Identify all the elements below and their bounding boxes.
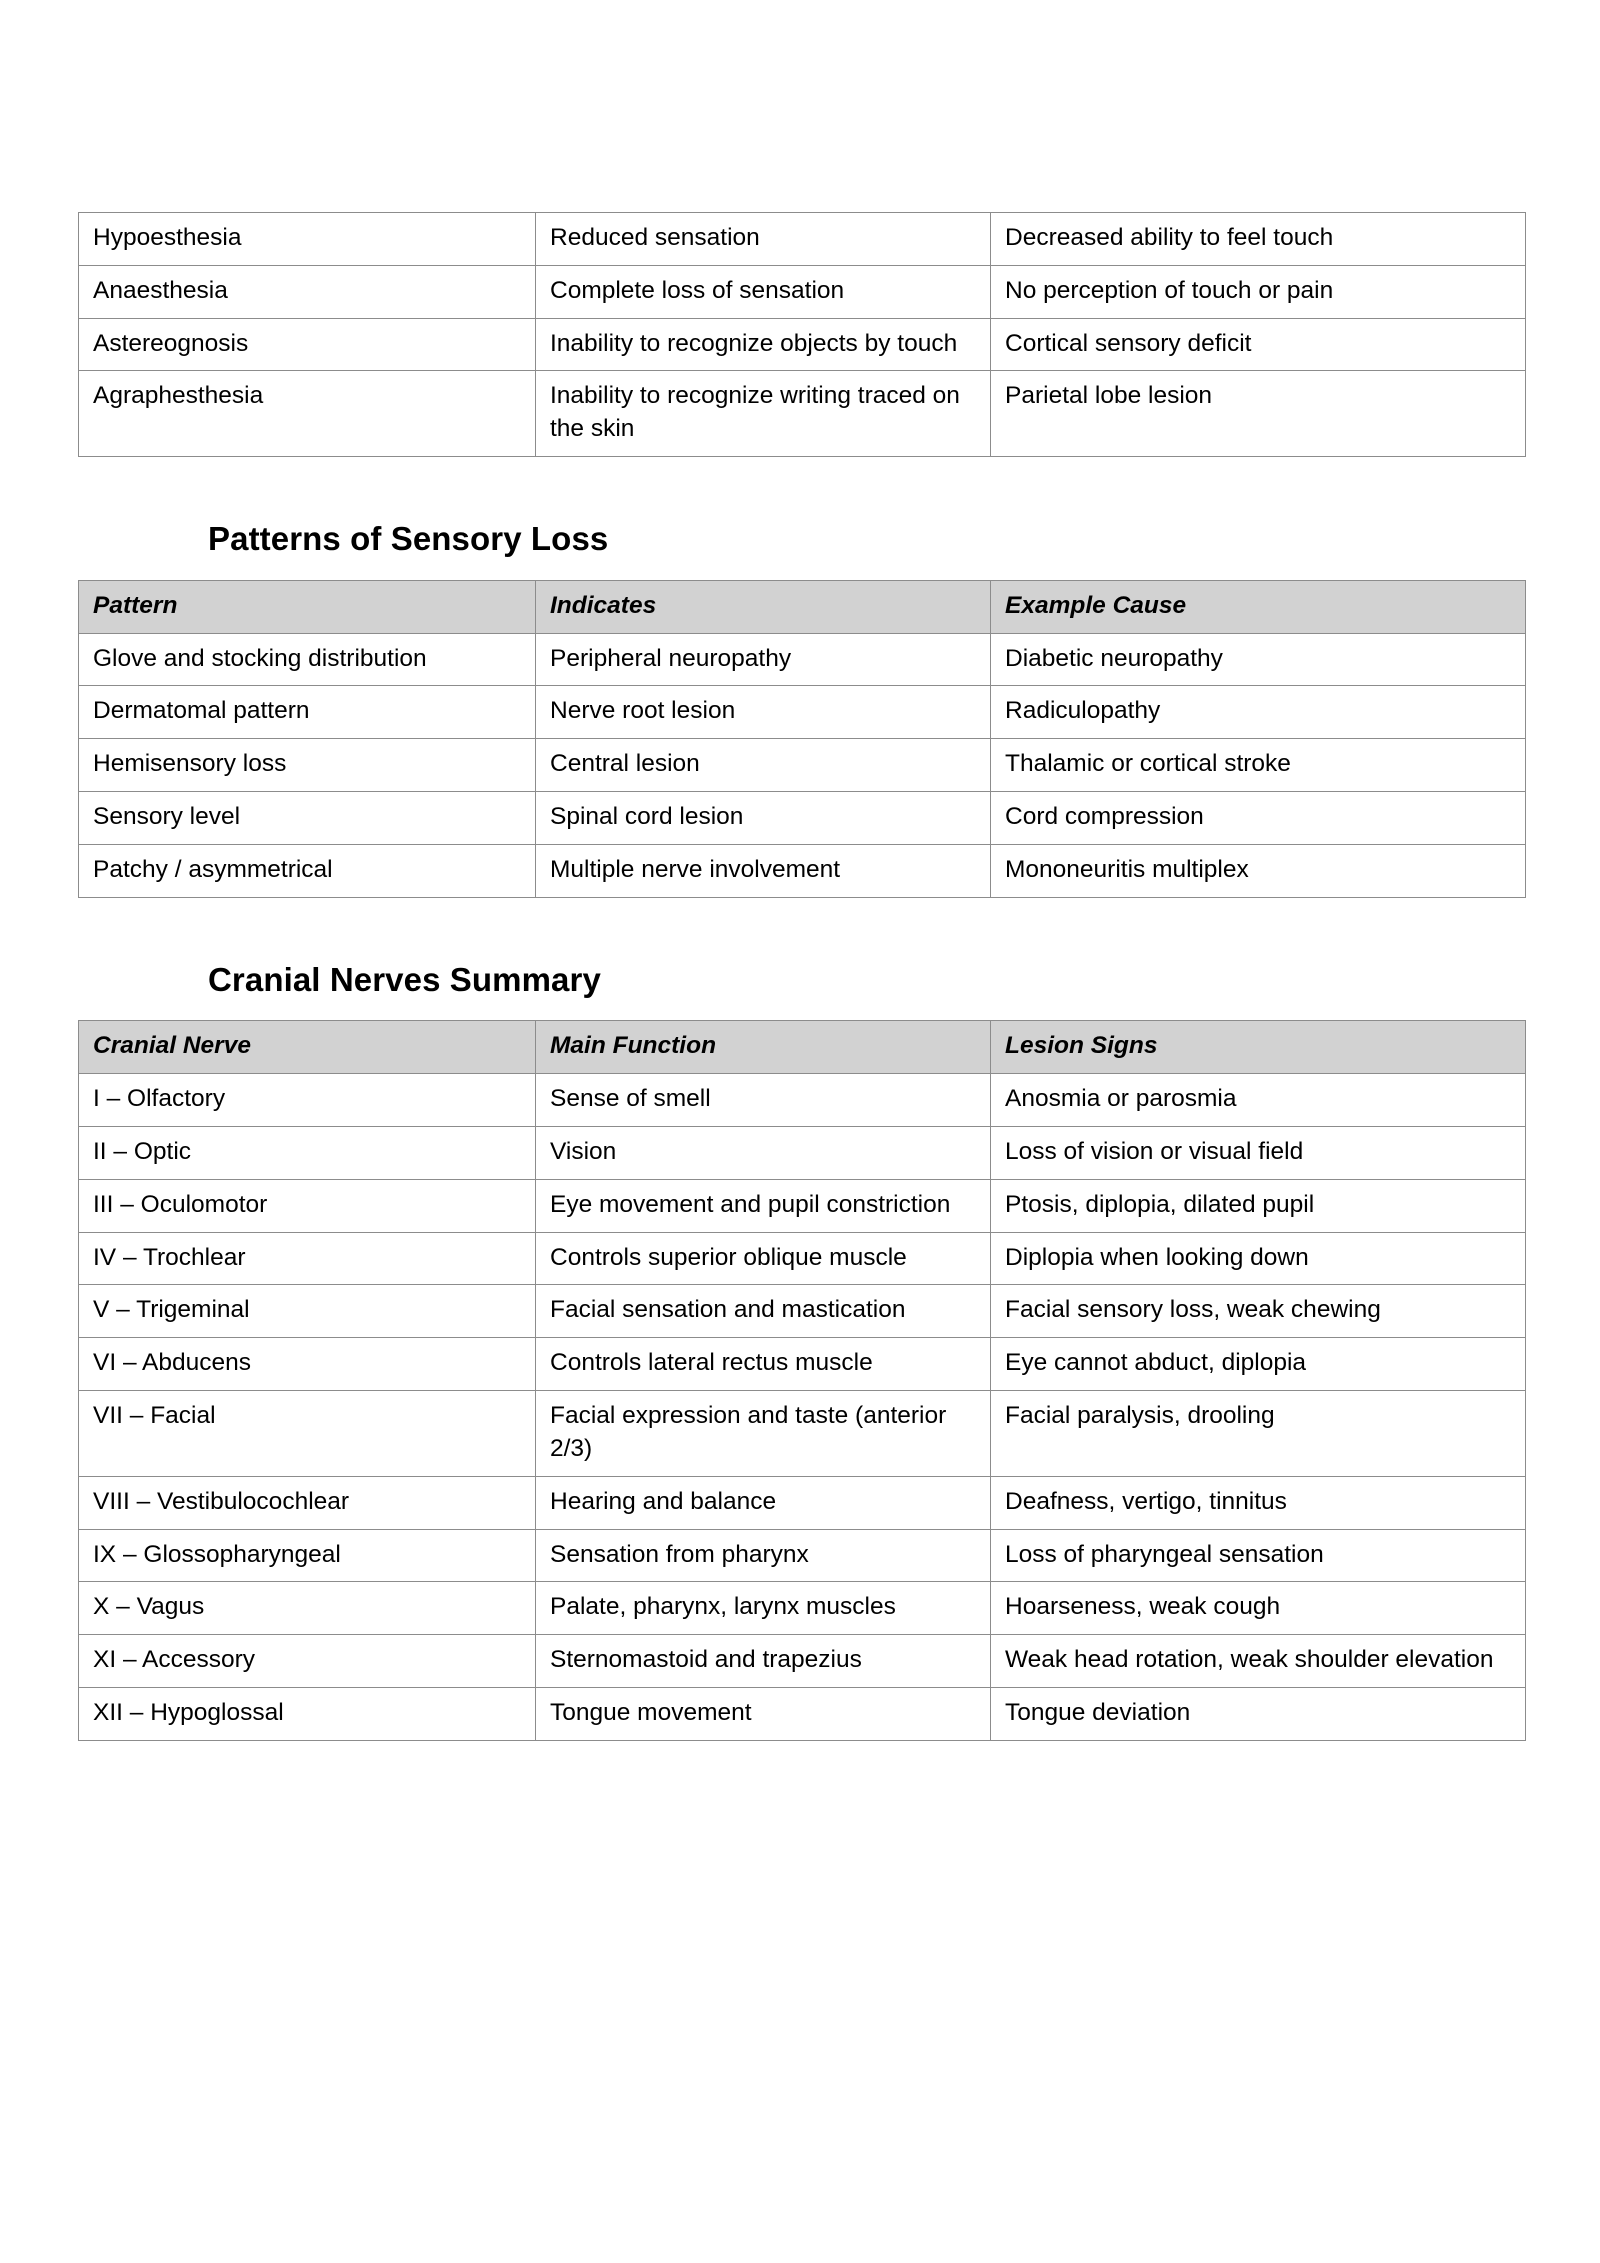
- table-row: [79, 1338, 1526, 1391]
- main-function-cell: Tongue movement: [536, 1688, 991, 1741]
- lesion-signs-cell: Loss of pharyngeal sensation: [991, 1529, 1526, 1582]
- lesion-signs-cell: Facial sensory loss, weak chewing: [991, 1285, 1526, 1338]
- patterns-of-sensory-loss-table: [78, 580, 1526, 898]
- example-cause-cell: Cord compression: [991, 792, 1526, 845]
- lesion-signs-cell: Anosmia or parosmia: [991, 1074, 1526, 1127]
- table-row: [79, 1476, 1526, 1529]
- sensory-meaning-cell: Parietal lobe lesion: [991, 371, 1526, 457]
- cranial-nerves-summary-heading: Cranial Nerves Summary: [208, 960, 601, 998]
- lesion-signs-cell: Ptosis, diplopia, dilated pupil: [991, 1179, 1526, 1232]
- lesion-signs-cell: Diplopia when looking down: [991, 1232, 1526, 1285]
- cranial-nerve-cell: X – Vagus: [79, 1582, 536, 1635]
- pattern-cell: Hemisensory loss: [79, 739, 536, 792]
- indicates-cell: Spinal cord lesion: [536, 792, 991, 845]
- cranial-nerve-cell: I – Olfactory: [79, 1074, 536, 1127]
- table-row: [79, 1582, 1526, 1635]
- patterns-heading-wrap: [78, 519, 1525, 559]
- table-row: [79, 1285, 1526, 1338]
- document-content: [78, 212, 1525, 1741]
- table-row: [79, 633, 1526, 686]
- pattern-cell: Dermatomal pattern: [79, 686, 536, 739]
- example-cause-cell: Diabetic neuropathy: [991, 633, 1526, 686]
- column-header-pattern: Pattern: [79, 580, 536, 633]
- main-function-cell: Controls superior oblique muscle: [536, 1232, 991, 1285]
- sensory-definition-cell: Inability to recognize objects by touch: [536, 318, 991, 371]
- main-function-cell: Palate, pharynx, larynx muscles: [536, 1582, 991, 1635]
- lesion-signs-cell: Weak head rotation, weak shoulder elevation: [991, 1635, 1526, 1688]
- table-row: [79, 318, 1526, 371]
- table-header-row: [79, 580, 1526, 633]
- column-header-example-cause: Example Cause: [991, 580, 1526, 633]
- sensory-definition-cell: Reduced sensation: [536, 213, 991, 266]
- sensory-definition-cell: Inability to recognize writing traced on the skin: [536, 371, 991, 457]
- table-row: [79, 213, 1526, 266]
- lesion-signs-cell: Hoarseness, weak cough: [991, 1582, 1526, 1635]
- sensory-term-cell: Hypoesthesia: [79, 213, 536, 266]
- main-function-cell: Hearing and balance: [536, 1476, 991, 1529]
- main-function-cell: Sensation from pharynx: [536, 1529, 991, 1582]
- patterns-of-sensory-loss-heading: Patterns of Sensory Loss: [208, 520, 609, 558]
- sensory-meaning-cell: No perception of touch or pain: [991, 265, 1526, 318]
- column-header-main-function: Main Function: [536, 1021, 991, 1074]
- spacer: [78, 999, 1525, 1020]
- cranial-nerve-cell: III – Oculomotor: [79, 1179, 536, 1232]
- table-row: [79, 1635, 1526, 1688]
- main-function-cell: Sense of smell: [536, 1074, 991, 1127]
- sensory-meaning-cell: Cortical sensory deficit: [991, 318, 1526, 371]
- cranial-nerve-cell: XI – Accessory: [79, 1635, 536, 1688]
- sensory-term-cell: Astereognosis: [79, 318, 536, 371]
- cranial-nerve-cell: XII – Hypoglossal: [79, 1688, 536, 1741]
- cranial-nerve-cell: V – Trigeminal: [79, 1285, 536, 1338]
- pattern-cell: Patchy / asymmetrical: [79, 844, 536, 897]
- spacer: [78, 559, 1525, 580]
- cranial-nerve-cell: II – Optic: [79, 1126, 536, 1179]
- sensory-term-cell: Anaesthesia: [79, 265, 536, 318]
- lesion-signs-cell: Loss of vision or visual field: [991, 1126, 1526, 1179]
- table-row: [79, 1529, 1526, 1582]
- sensory-meaning-cell: Decreased ability to feel touch: [991, 213, 1526, 266]
- table-row: [79, 1232, 1526, 1285]
- table-header-row: [79, 1021, 1526, 1074]
- cranial-nerve-cell: IX – Glossopharyngeal: [79, 1529, 536, 1582]
- spacer: [78, 457, 1525, 519]
- sensory-definition-cell: Complete loss of sensation: [536, 265, 991, 318]
- table-row: [79, 371, 1526, 457]
- cranial-nerve-cell: IV – Trochlear: [79, 1232, 536, 1285]
- table-row: [79, 739, 1526, 792]
- column-header-lesion-signs: Lesion Signs: [991, 1021, 1526, 1074]
- main-function-cell: Eye movement and pupil constriction: [536, 1179, 991, 1232]
- indicates-cell: Nerve root lesion: [536, 686, 991, 739]
- indicates-cell: Multiple nerve involvement: [536, 844, 991, 897]
- cranial-nerve-cell: VIII – Vestibulocochlear: [79, 1476, 536, 1529]
- main-function-cell: Controls lateral rectus muscle: [536, 1338, 991, 1391]
- table-row: [79, 1126, 1526, 1179]
- lesion-signs-cell: Deafness, vertigo, tinnitus: [991, 1476, 1526, 1529]
- main-function-cell: Facial sensation and mastication: [536, 1285, 991, 1338]
- table-row: [79, 1179, 1526, 1232]
- example-cause-cell: Mononeuritis multiplex: [991, 844, 1526, 897]
- sensory-term-cell: Agraphesthesia: [79, 371, 536, 457]
- cranial-nerve-cell: VII – Facial: [79, 1391, 536, 1477]
- column-header-indicates: Indicates: [536, 580, 991, 633]
- main-function-cell: Vision: [536, 1126, 991, 1179]
- table-row: [79, 844, 1526, 897]
- cranial-nerves-summary-table: [78, 1020, 1526, 1741]
- table-row: [79, 1391, 1526, 1477]
- lesion-signs-cell: Facial paralysis, drooling: [991, 1391, 1526, 1477]
- main-function-cell: Sternomastoid and trapezius: [536, 1635, 991, 1688]
- cranial-nerve-cell: VI – Abducens: [79, 1338, 536, 1391]
- indicates-cell: Central lesion: [536, 739, 991, 792]
- indicates-cell: Peripheral neuropathy: [536, 633, 991, 686]
- table-row: [79, 265, 1526, 318]
- column-header-cranial-nerve: Cranial Nerve: [79, 1021, 536, 1074]
- example-cause-cell: Thalamic or cortical stroke: [991, 739, 1526, 792]
- pattern-cell: Glove and stocking distribution: [79, 633, 536, 686]
- spacer: [78, 898, 1525, 960]
- lesion-signs-cell: Eye cannot abduct, diplopia: [991, 1338, 1526, 1391]
- pattern-cell: Sensory level: [79, 792, 536, 845]
- example-cause-cell: Radiculopathy: [991, 686, 1526, 739]
- sensory-terminology-table: [78, 212, 1526, 457]
- cranial-nerves-heading-wrap: [78, 960, 1525, 1000]
- table-row: [79, 686, 1526, 739]
- lesion-signs-cell: Tongue deviation: [991, 1688, 1526, 1741]
- table-row: [79, 1688, 1526, 1741]
- table-row: [79, 792, 1526, 845]
- main-function-cell: Facial expression and taste (anterior 2/3): [536, 1391, 991, 1477]
- table-row: [79, 1074, 1526, 1127]
